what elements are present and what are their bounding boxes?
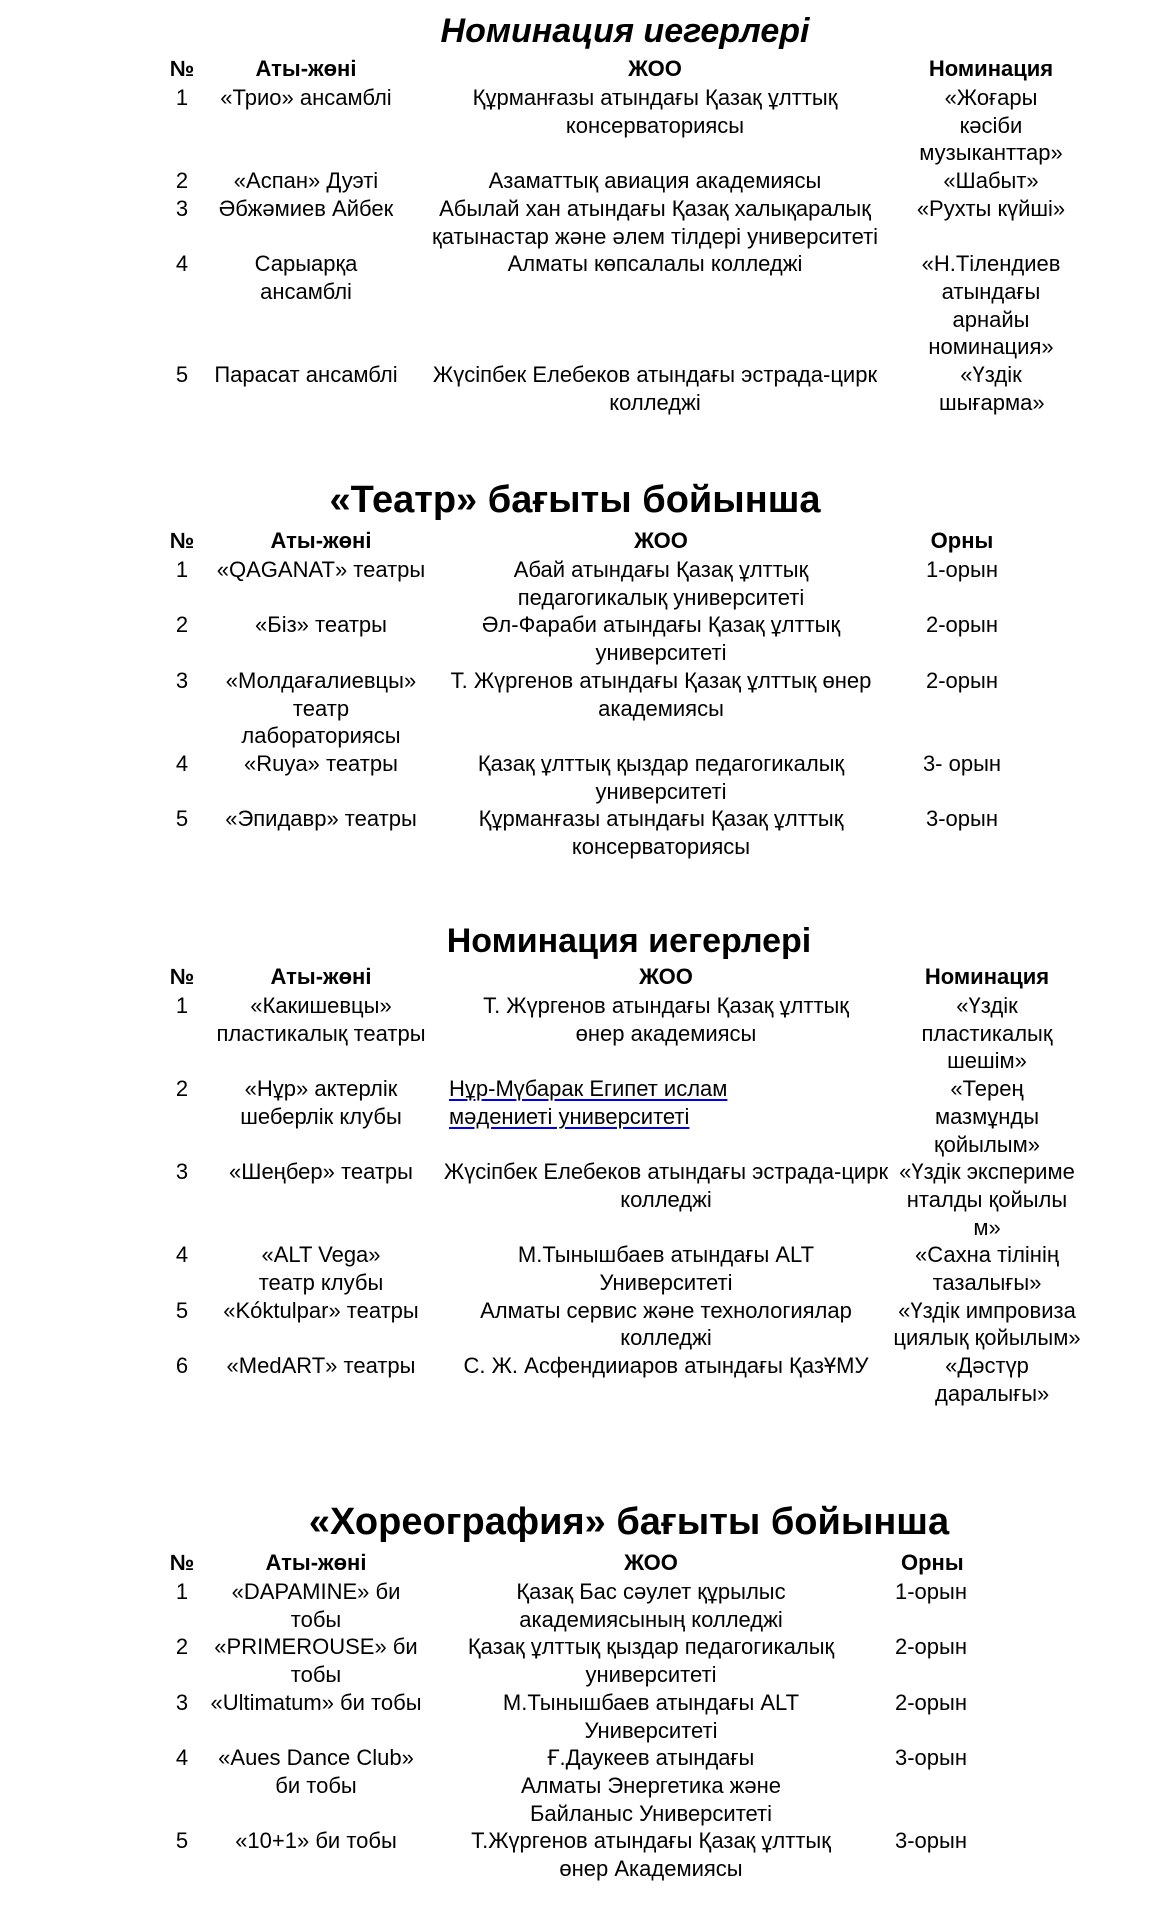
row-place: 2-орын	[926, 667, 998, 693]
results-table	[163, 1548, 1033, 1883]
row-university: Қазақ Бас сәулет құрылыс академиясының колледжі	[516, 1579, 786, 1632]
table-row	[163, 1158, 1083, 1241]
row-university: Құрманғазы атындағы Қазақ ұлттық консерваториясы	[472, 85, 838, 138]
table-row	[163, 1633, 1033, 1688]
row-number: 5	[175, 1828, 189, 1854]
table-row	[163, 667, 1043, 750]
row-university: Т.Жүргенов атындағы Қазақ ұлттық өнер Академиясы	[471, 1828, 831, 1882]
row-number: 2	[175, 1634, 189, 1660]
row-name: Әбжәмиев Айбек	[218, 195, 394, 221]
results-table	[163, 526, 1043, 861]
row-nomination: «Рухты күйші»	[916, 195, 1066, 221]
row-name: «PRIMEROUSE» би тобы	[214, 1634, 418, 1688]
table-row	[163, 556, 1043, 611]
row-university: М.Тынышбаев атындағы ALT Университеті	[502, 1689, 800, 1743]
row-place: 3-орын	[895, 1828, 967, 1854]
row-place: 2-орын	[926, 612, 998, 638]
section-title: «Хореография» бағыты бойынша	[308, 1501, 950, 1543]
row-name: «Ultimatum» би тобы	[210, 1689, 422, 1715]
table-row	[163, 84, 1083, 167]
col-header-nomination: Номинация	[924, 964, 1050, 989]
row-number: 5	[175, 362, 189, 388]
row-university: Т. Жүргенов атындағы Қазақ ұлттық өнер академиясы	[450, 667, 872, 721]
row-number: 4	[175, 1242, 189, 1268]
table-row	[163, 611, 1043, 666]
results-table	[163, 54, 1083, 416]
row-name: «DAPAMINE» би тобы	[231, 1579, 401, 1632]
row-university: Ғ.Даукеев атындағы Алматы Энергетика және Байланыс Университеті	[520, 1745, 782, 1826]
row-name: «Трио» ансамблі	[220, 85, 392, 110]
row-number: 1	[175, 557, 189, 582]
row-name: «ALT Vega» театр клубы	[258, 1242, 384, 1296]
row-name: «QAGANAT» театры	[216, 557, 426, 582]
section-title: «Театр» бағыты бойынша	[329, 479, 821, 521]
row-university: Азаматтық авиация академиясы	[488, 168, 822, 194]
row-number: 1	[175, 1579, 189, 1604]
table-row	[163, 1297, 1083, 1352]
row-nomination: «Үздік эксперименталды қойылым»	[899, 1159, 1075, 1240]
row-place: 3-орын	[895, 1745, 967, 1771]
col-header-number: №	[169, 56, 195, 81]
table-row	[163, 992, 1083, 1075]
table-row	[163, 1075, 1083, 1158]
university-link[interactable]: Нұр-Мүбарак Египет ислам мәдениеті университеті	[449, 1076, 728, 1129]
row-name: «Какишевцы» пластикалық театры	[216, 993, 426, 1046]
row-university: Жүсіпбек Елебеков атындағы эстрада-цирк колледжі	[443, 1159, 889, 1212]
row-number: 5	[175, 806, 189, 832]
table-row	[163, 1827, 1033, 1882]
table-row	[163, 1744, 1033, 1827]
row-number: 3	[175, 195, 189, 221]
row-nomination: «Үздік пластикалық шешім»	[921, 993, 1053, 1074]
row-nomination: «Үздік шығарма»	[939, 362, 1045, 415]
row-number: 4	[175, 1745, 189, 1771]
table-row	[163, 750, 1043, 805]
row-number: 2	[175, 1076, 189, 1102]
row-number: 3	[175, 1689, 189, 1715]
row-nomination: «Н.Тілендиев атындағы арнайы номинация»	[921, 251, 1061, 360]
row-name: «Шеңбер» театры	[229, 1159, 413, 1185]
col-header-name: Аты-жөні	[255, 56, 357, 81]
row-place: 2-орын	[895, 1634, 967, 1660]
table-row	[163, 250, 1083, 361]
row-place: 1-орын	[926, 557, 998, 582]
row-place: 3- орын	[922, 750, 1002, 776]
table-row	[163, 1578, 1033, 1633]
row-nomination: «Сахна тілінің тазалығы»	[915, 1242, 1059, 1296]
row-university: Алматы көпсалалы колледжі	[507, 251, 803, 277]
col-header-name: Аты-жөні	[270, 964, 372, 989]
col-header-university: ЖОО	[634, 528, 688, 553]
row-name: «MedART» театры	[226, 1353, 416, 1379]
row-nomination: «Дәстүр даралығы»	[935, 1353, 1050, 1406]
col-header-name: Аты-жөні	[270, 528, 372, 553]
col-header-number: №	[169, 964, 195, 989]
row-university: С. Ж. Асфендииаров атындағы ҚазҰМУ	[463, 1353, 869, 1379]
row-university: Алматы сервис және технологиялар колледжі	[480, 1297, 852, 1351]
col-header-number: №	[169, 528, 195, 553]
row-name: Сарыарқа ансамблі	[254, 251, 358, 304]
table-row	[163, 361, 1083, 416]
row-number: 2	[175, 612, 189, 638]
row-nomination: «Терең мазмұнды қойылым»	[934, 1076, 1040, 1157]
table-row	[163, 195, 1083, 250]
row-name: «Ruya» театры	[244, 750, 398, 776]
row-university: Әл-Фараби атындағы Қазақ ұлттық университеті	[481, 612, 841, 666]
col-header-university: ЖОО	[639, 964, 693, 989]
row-name: «Эпидавр» театры	[225, 806, 417, 832]
table-row	[163, 1689, 1033, 1744]
section-title: Номинация иегерлері	[440, 12, 810, 50]
table-row	[163, 1241, 1083, 1296]
row-number: 1	[175, 85, 189, 110]
col-header-university: ЖОО	[624, 1550, 678, 1575]
row-university: Абай атындағы Қазақ ұлттық педагогикалық университеті	[513, 557, 809, 610]
row-place: 2-орын	[895, 1689, 967, 1715]
table-header-row	[163, 1548, 1033, 1578]
row-university: Қазақ ұлттық қыздар педагогикалық университеті	[467, 1634, 835, 1688]
row-nomination: «Үздік импровизациялық қойылым»	[893, 1297, 1081, 1351]
table-header-row	[163, 526, 1043, 556]
row-number: 3	[175, 667, 189, 693]
row-name: «Молдағалиевцы» театр лабораториясы	[225, 667, 417, 749]
results-table	[163, 962, 1083, 1408]
col-header-place: Орны	[930, 528, 994, 553]
row-name: «Kóktulpar» театры	[223, 1297, 419, 1323]
row-university-link-cell	[441, 1075, 891, 1158]
row-name: Парасат ансамблі	[214, 362, 398, 388]
row-name: «Нұр» актерлік шеберлік клубы	[240, 1076, 402, 1129]
table-header-row	[163, 962, 1083, 992]
row-university: М.Тынышбаев атындағы ALT Университеті	[517, 1242, 815, 1296]
row-name: «10+1» би тобы	[235, 1828, 397, 1854]
row-number: 2	[175, 168, 189, 194]
col-header-university: ЖОО	[628, 56, 682, 81]
row-number: 3	[175, 1159, 189, 1185]
row-university: Абылай хан атындағы Қазақ халықаралық қатынастар және әлем тілдері университеті	[431, 195, 879, 249]
table-row	[163, 805, 1043, 860]
col-header-number: №	[169, 1550, 195, 1575]
row-university: Жүсіпбек Елебеков атындағы эстрада-цирк колледжі	[432, 362, 878, 415]
table-row	[163, 1352, 1083, 1407]
row-name: «Aues Dance Club» би тобы	[218, 1745, 414, 1798]
col-header-place: Орны	[901, 1550, 964, 1575]
row-place: 1-орын	[895, 1579, 967, 1604]
section-title: Номинация иегерлері	[446, 922, 812, 960]
row-place: 3-орын	[926, 806, 998, 832]
table-row	[163, 167, 1083, 195]
row-number: 6	[175, 1353, 189, 1379]
row-number: 4	[175, 251, 189, 277]
col-header-nomination: Номинация	[928, 56, 1054, 81]
row-name: «Аспан» Дуэті	[233, 168, 379, 194]
row-name: «Біз» театры	[255, 612, 387, 638]
col-header-name: Аты-жөні	[265, 1550, 367, 1575]
row-number: 1	[175, 993, 189, 1018]
table-header-row	[163, 54, 1083, 84]
row-number: 5	[175, 1297, 189, 1323]
row-university: Т. Жүргенов атындағы Қазақ ұлттық өнер академиясы	[483, 993, 849, 1046]
row-university: Қазақ ұлттық қыздар педагогикалық университеті	[477, 750, 845, 804]
row-number: 4	[175, 750, 189, 776]
row-nomination: «Жоғары кәсіби музыканттар»	[919, 85, 1063, 166]
row-nomination: «Шабыт»	[943, 168, 1039, 194]
row-university: Құрманғазы атындағы Қазақ ұлттық консерваториясы	[478, 806, 844, 860]
